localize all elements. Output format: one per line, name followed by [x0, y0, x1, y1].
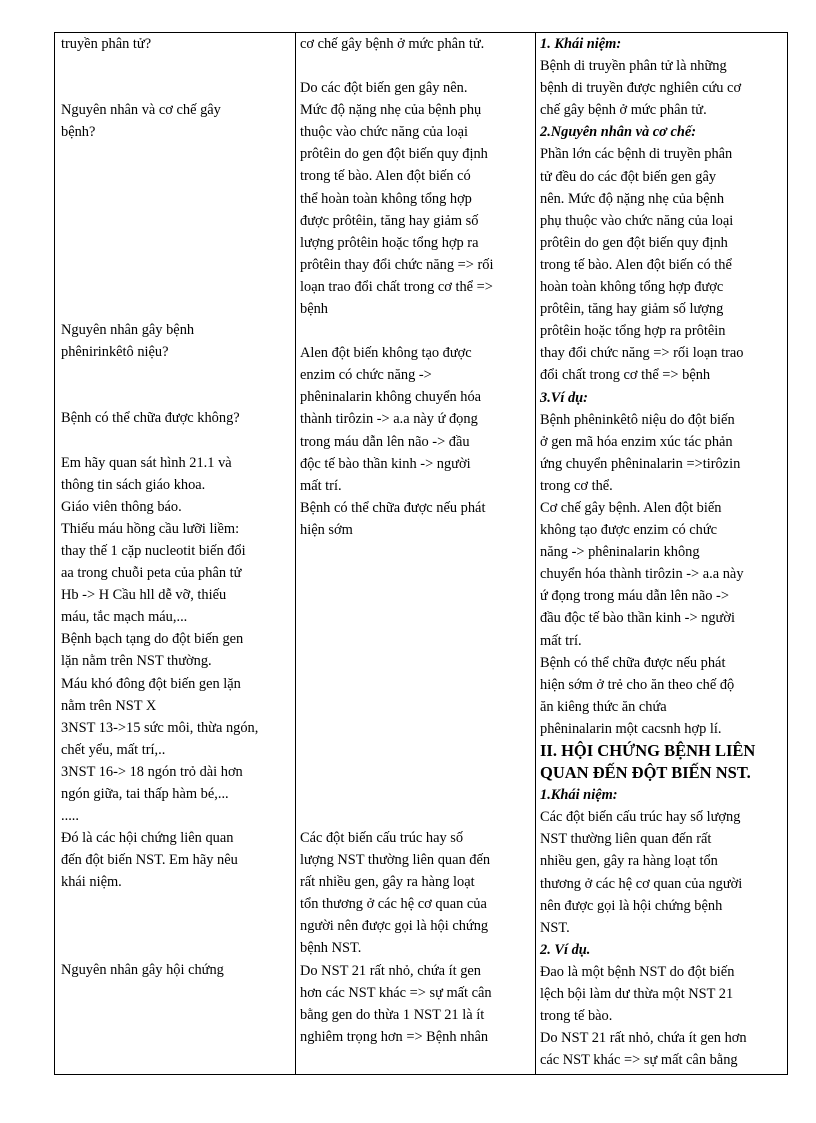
- col3-paragraph: 2. Ví dụ.: [540, 941, 591, 958]
- col1-paragraph: Nguyên nhân gây bệnh phênirinkêtô niệu?: [61, 322, 195, 361]
- col3-paragraph: 1. Khái niệm:: [540, 36, 622, 52]
- col1-paragraph: Em hãy quan sát hình 21.1 và thông tin sách giáo khoa. Giáo viên thông báo. Thiếu máu hồng cầu lưỡi liềm: thay thế 1 cặp nucleotit biến đổi aa trong chuỗi peta của phân tử Hb -> H Cầu hll dễ vỡ, thiếu máu, tắc mạch máu,... Bệnh bạch tạng do đột biến gen lặn nằm trên NST thường. Máu khó đông đột biến gen lặn nằm trên NST X 3NST 13->15 sức môi, thừa ngón, chết yểu, mất trí,.. 3NST 16-> 18 ngón trỏ dài hơn ngón giữa, tai thấp hàm bé,... ..... Đó là các hội chứng liên quan đến đột biến NST. Em hãy nêu khái niệm.: [61, 454, 259, 891]
- col2-paragraph: cơ chế gây bệnh ở mức phân tử.: [300, 36, 485, 52]
- col2-paragraph: Alen đột biến không tạo được enzim có chức năng -> phêninalarin không chuyển hóa thành tirôzin -> a.a này ứ đọng trong máu dẫn lên não -> đầu độc tế bào thần kinh -> người mất trí.: [300, 345, 482, 494]
- col3-paragraph: Các đột biến cấu trúc hay số lượng NST thường liên quan đến rất nhiều gen, gây ra hàng loạt tổn thương ở các hệ cơ quan của người nên được gọi là hội chứng bệnh NST.: [540, 809, 743, 936]
- col3-paragraph: Bệnh phêninkêtô niệu do đột biến ở gen mã hóa enzim xúc tác phản ứng chuyển phêninalarin =>tirôzin trong cơ thể. Cơ chế gây bệnh. Alen đột biến không tạo được enzim có chức năng -> phêninalarin không chuyển hóa thành tirôzin -> a.a này ứ đọng trong máu dẫn lên não -> đầu độc tế bào thần kinh -> người mất trí. Bệnh có thể chữa được nếu phát hiện sớm ở trẻ cho ăn theo chế độ ăn kiêng thức ăn chứa phêninalarin một cacsnh hợp lí.: [540, 411, 744, 737]
- col3-paragraph: Đao là một bệnh NST do đột biến lệch bội làm dư thừa một NST 21 trong tế bào. Do NST 21 rất nhỏ, chứa ít gen hơn các NST khác => sự mất cân bằng: [540, 963, 747, 1069]
- column-divider: [535, 33, 536, 1074]
- col1-paragraph: Nguyên nhân gây hội chứng: [61, 962, 224, 979]
- col3-paragraph: Phần lớn các bệnh di truyền phân tử đều do các đột biến gen gây nên. Mức độ nặng nhẹ của bệnh phụ thuộc vào chức năng của loại prôtêin do gen đột biến quy định trong tế bào. Alen đột biến có thể hoàn toàn không tổng hợp được prôtêin, tăng hay giảm số lượng prôtêin hoặc tổng hợp ra prôtêin thay đổi chức năng => rối loạn trao đổi chất trong cơ thể => bệnh: [540, 146, 744, 384]
- col1-paragraph: Nguyên nhân và cơ chế gây bệnh?: [61, 102, 221, 141]
- col3-paragraph: 2.Nguyên nhân và cơ chế:: [540, 124, 697, 141]
- col2-paragraph: Bệnh có thể chữa được nếu phát hiện sớm: [300, 499, 486, 538]
- col3-paragraph: 1.Khái niệm:: [540, 787, 618, 804]
- content-table: [54, 32, 788, 1075]
- answer-column: [300, 33, 532, 1048]
- col2-paragraph: Các đột biến cấu trúc hay số lượng NST thường liên quan đến rất nhiều gen, gây ra hàng loạt tổn thương ở các hệ cơ quan của người nên được gọi là hội chứng bệnh NST. Do NST 21 rất nhỏ, chứa ít gen hơn các NST khác => sự mất cân bằng gen do thừa 1 NST 21 là ít nghiêm trọng hơn => Bệnh nhân: [300, 829, 492, 1045]
- col1-paragraph: truyền phân tử?: [61, 36, 152, 52]
- lesson-content-column: [540, 33, 784, 1071]
- col1-paragraph: Bệnh có thể chữa được không?: [61, 410, 240, 427]
- question-column: [61, 33, 299, 982]
- col2-paragraph: Do các đột biến gen gây nên. Mức độ nặng nhẹ của bệnh phụ thuộc vào chức năng của loại prôtêin do gen đột biến quy định trong tế bào. Alen đột biến có thể hoàn toàn không tổng hợp được prôtêin, tăng hay giảm số lượng prôtêin hoặc tổng hợp ra prôtêin thay đổi chức năng => rối loạn trao đổi chất trong cơ thể => bệnh: [300, 80, 494, 318]
- col3-paragraph: Bệnh di truyền phân tử là những bệnh di truyền được nghiên cứu cơ chế gây bệnh ở mức phân tử.: [540, 58, 742, 119]
- col3-paragraph: 3.Ví dụ:: [540, 389, 588, 406]
- col3-paragraph: II. HỘI CHỨNG BỆNH LIÊN QUAN ĐẾN ĐỘT BIẾN NST.: [540, 741, 756, 783]
